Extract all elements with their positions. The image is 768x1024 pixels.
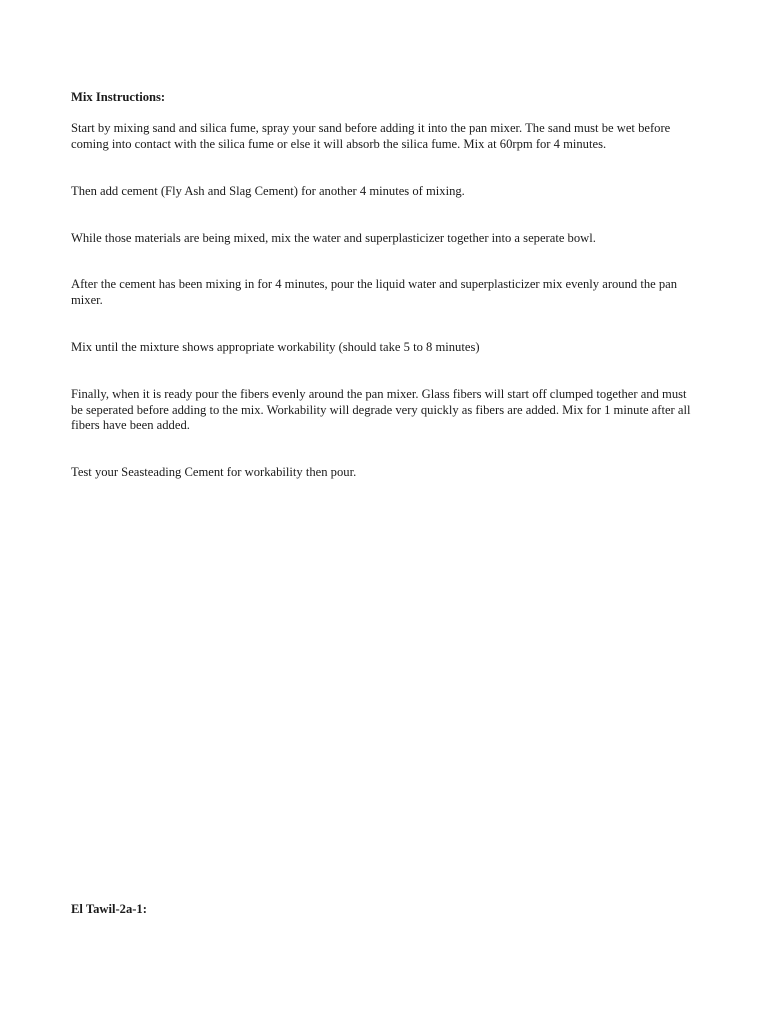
instruction-paragraph-7: Test your Seasteading Cement for workability then pour. xyxy=(71,465,357,479)
instruction-paragraph-4: After the cement has been mixing in for 4 minutes, pour the liquid water and superplasticizer mix evenly around the pan mixer. xyxy=(71,277,678,307)
instruction-paragraph-6: Finally, when it is ready pour the fibers evenly around the pan mixer. Glass fibers will start off clumped together and must be seperated before adding to the mix. Workability will degrade very quickly as fibers are added. Mix for 1 minute after all fibers have been added. xyxy=(71,387,691,433)
instruction-paragraph-3: While those materials are being mixed, mix the water and superplasticizer together into a seperate bowl. xyxy=(71,231,596,245)
section-heading-el-tawil: El Tawil-2a-1: xyxy=(71,902,147,916)
instruction-paragraph-5: Mix until the mixture shows appropriate workability (should take 5 to 8 minutes) xyxy=(71,340,480,354)
instruction-paragraph-2: Then add cement (Fly Ash and Slag Cement) for another 4 minutes of mixing. xyxy=(71,184,465,198)
mix-instructions-heading: Mix Instructions: xyxy=(71,90,166,104)
instruction-paragraph-1: Start by mixing sand and silica fume, spray your sand before adding it into the pan mixer. The sand must be wet before coming into contact with the silica fume or else it will absorb the silica fume. Mix at 60rpm for 4 minutes. xyxy=(71,121,671,151)
